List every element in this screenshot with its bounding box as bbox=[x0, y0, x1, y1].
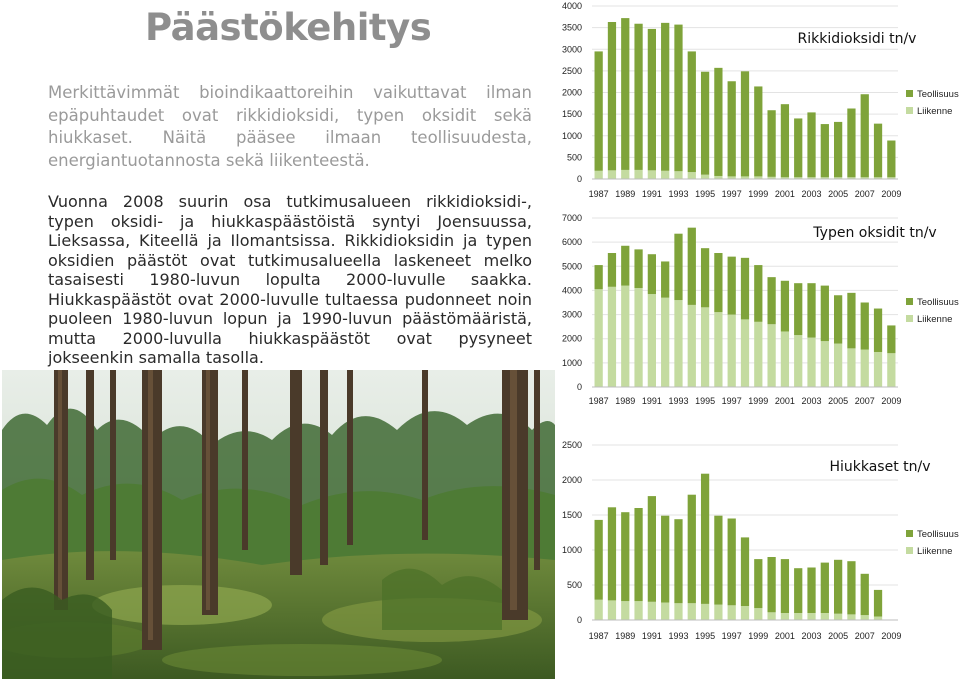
bar-teollisuus-1987 bbox=[595, 265, 603, 289]
bar-liikenne-2002 bbox=[794, 335, 802, 387]
bar-teollisuus-2003 bbox=[807, 568, 815, 614]
bar-teollisuus-2008 bbox=[874, 309, 882, 352]
y-tick-label: 5000 bbox=[561, 261, 582, 272]
legend-swatch-teollisuus bbox=[906, 530, 913, 537]
x-tick-label: 1991 bbox=[641, 189, 662, 199]
x-tick-label: 1987 bbox=[588, 631, 609, 641]
bar-teollisuus-1990 bbox=[634, 24, 642, 170]
bar-teollisuus-1999 bbox=[754, 559, 762, 608]
bar-liikenne-1995 bbox=[701, 307, 709, 387]
intro-paragraph: Merkittävimmät bioindikaattoreihin vaikuttavat ilman epäpuhtaudet ovat rikkidioksidi, typen oksidit sekä hiukkaset. Näitä pääsee ilmaan teollisuudesta, energiantuotannosta sekä liikenteestä. bbox=[48, 83, 532, 170]
x-tick-label: 1997 bbox=[721, 631, 742, 641]
bar-teollisuus-1999 bbox=[754, 265, 762, 322]
bar-liikenne-2003 bbox=[807, 613, 815, 620]
bar-liikenne-2006 bbox=[847, 614, 855, 620]
bar-teollisuus-2002 bbox=[794, 283, 802, 335]
bar-liikenne-1992 bbox=[661, 603, 669, 621]
bar-liikenne-1995 bbox=[701, 175, 709, 179]
bar-liikenne-2008 bbox=[874, 617, 882, 621]
y-tick-label: 1000 bbox=[561, 545, 582, 555]
bar-liikenne-2004 bbox=[821, 613, 829, 620]
y-tick-label: 2000 bbox=[561, 87, 582, 98]
bar-liikenne-1998 bbox=[741, 319, 749, 387]
bar-teollisuus-1995 bbox=[701, 474, 709, 604]
x-tick-label: 1993 bbox=[668, 396, 689, 406]
y-tick-label: 6000 bbox=[561, 237, 582, 248]
chart-bars bbox=[595, 228, 896, 387]
legend-label-teollisuus: Teollisuus bbox=[917, 529, 959, 540]
x-tick-label: 2003 bbox=[801, 631, 822, 641]
x-tick-label: 1989 bbox=[615, 189, 636, 199]
bar-liikenne-1995 bbox=[701, 604, 709, 620]
legend-swatch-teollisuus bbox=[906, 90, 913, 97]
chart-title: Rikkidioksidi tn/v bbox=[797, 31, 917, 47]
bar-liikenne-1993 bbox=[674, 300, 682, 387]
y-tick-label: 2000 bbox=[561, 475, 582, 485]
bar-teollisuus-2000 bbox=[767, 277, 775, 324]
bar-liikenne-2005 bbox=[834, 614, 842, 620]
bar-liikenne-1987 bbox=[595, 289, 603, 387]
legend-swatch-teollisuus bbox=[906, 298, 913, 305]
bar-liikenne-2005 bbox=[834, 344, 842, 387]
bar-teollisuus-2006 bbox=[847, 293, 855, 349]
x-tick-label: 1987 bbox=[588, 396, 609, 406]
bar-liikenne-1991 bbox=[648, 294, 656, 387]
bar-liikenne-1999 bbox=[754, 322, 762, 387]
bar-teollisuus-2005 bbox=[834, 122, 842, 177]
bar-liikenne-1988 bbox=[608, 287, 616, 387]
bar-teollisuus-1999 bbox=[754, 86, 762, 176]
bar-teollisuus-2008 bbox=[874, 590, 882, 617]
bar-liikenne-2002 bbox=[794, 613, 802, 620]
x-tick-label: 2005 bbox=[828, 189, 849, 199]
y-tick-label: 3500 bbox=[561, 22, 582, 33]
bar-teollisuus-2009 bbox=[887, 325, 895, 353]
x-tick-label: 2009 bbox=[881, 396, 902, 406]
bar-teollisuus-1989 bbox=[621, 18, 629, 170]
bar-teollisuus-2006 bbox=[847, 109, 855, 178]
chart-title: Typen oksidit tn/v bbox=[813, 225, 937, 241]
bar-liikenne-1996 bbox=[714, 312, 722, 387]
bar-liikenne-2004 bbox=[821, 341, 829, 387]
particulates-chart bbox=[555, 437, 960, 652]
bar-liikenne-1993 bbox=[674, 603, 682, 620]
y-tick-label: 4000 bbox=[561, 1, 582, 11]
bar-teollisuus-1989 bbox=[621, 246, 629, 286]
bar-teollisuus-1998 bbox=[741, 71, 749, 176]
bar-teollisuus-1997 bbox=[728, 81, 736, 176]
y-tick-label: 0 bbox=[576, 174, 582, 184]
x-tick-label: 2005 bbox=[828, 396, 849, 406]
bar-teollisuus-2003 bbox=[807, 283, 815, 337]
y-tick-label: 500 bbox=[566, 580, 582, 590]
x-tick-label: 1989 bbox=[615, 631, 636, 641]
bar-teollisuus-2004 bbox=[821, 124, 829, 177]
bar-teollisuus-2003 bbox=[807, 112, 815, 177]
x-tick-label: 1995 bbox=[695, 631, 716, 641]
bar-liikenne-1997 bbox=[728, 315, 736, 387]
bar-liikenne-1990 bbox=[634, 170, 642, 179]
bar-liikenne-1989 bbox=[621, 286, 629, 387]
bar-teollisuus-2001 bbox=[781, 281, 789, 332]
bar-teollisuus-1992 bbox=[661, 516, 669, 603]
bar-teollisuus-2004 bbox=[821, 563, 829, 613]
bar-liikenne-1992 bbox=[661, 171, 669, 179]
bar-teollisuus-1990 bbox=[634, 249, 642, 288]
bar-liikenne-1996 bbox=[714, 605, 722, 620]
page-title: Päästökehitys bbox=[145, 6, 432, 49]
bar-liikenne-2008 bbox=[874, 352, 882, 387]
nitrogen-oxides-chart bbox=[555, 207, 960, 412]
y-tick-label: 1500 bbox=[561, 109, 582, 120]
bar-liikenne-1988 bbox=[608, 600, 616, 620]
legend-swatch-liikenne bbox=[906, 315, 913, 322]
forest-photo bbox=[2, 370, 555, 679]
x-tick-label: 2007 bbox=[854, 631, 875, 641]
bar-liikenne-2001 bbox=[781, 331, 789, 387]
y-tick-label: 0 bbox=[576, 615, 582, 625]
x-tick-label: 1999 bbox=[748, 189, 769, 199]
chart-legend bbox=[906, 89, 959, 117]
bar-liikenne-2009 bbox=[887, 353, 895, 387]
chart-legend bbox=[906, 529, 959, 557]
y-tick-label: 7000 bbox=[561, 213, 582, 223]
bar-teollisuus-1993 bbox=[674, 25, 682, 172]
bar-teollisuus-1991 bbox=[648, 29, 656, 170]
legend-swatch-liikenne bbox=[906, 107, 913, 114]
bar-teollisuus-2001 bbox=[781, 559, 789, 613]
x-tick-label: 1999 bbox=[748, 396, 769, 406]
bar-liikenne-1999 bbox=[754, 608, 762, 620]
summary-paragraph: Vuonna 2008 suurin osa tutkimusalueen rikkidioksidi-, typen oksidi- ja hiukkaspäästöistä syntyi Joensuussa, Lieksassa, Kiteellä ja Ilomantsissa. Rikkidioksidin ja typen oksidien päästöt ovat tutkimusalueella laskeneet melko tasaisesti 1980-luvun lopulta 2000-luvulle saakka. Hiukkaspäästöt ovat 2000-luvulle tultaessa pudonneet noin puoleen 1980-luvun lopun ja 1990-luvun päästömääristä, mutta 2000-luvulla hiukkaspäästöt ovat pysyneet jokseenkin samalla tasolla. bbox=[48, 192, 532, 367]
y-tick-label: 3000 bbox=[561, 309, 582, 320]
bar-liikenne-1994 bbox=[688, 603, 696, 620]
y-tick-label: 2000 bbox=[561, 333, 582, 344]
legend-label-liikenne: Liikenne bbox=[917, 106, 953, 117]
bar-teollisuus-1998 bbox=[741, 258, 749, 320]
x-tick-label: 1999 bbox=[748, 631, 769, 641]
legend-swatch-liikenne bbox=[906, 547, 913, 554]
bar-teollisuus-2008 bbox=[874, 124, 882, 178]
bar-teollisuus-1992 bbox=[661, 261, 669, 297]
bar-liikenne-1990 bbox=[634, 288, 642, 387]
bar-liikenne-2007 bbox=[861, 350, 869, 387]
bar-liikenne-1993 bbox=[674, 171, 682, 179]
y-tick-label: 1000 bbox=[561, 357, 582, 368]
bar-teollisuus-1996 bbox=[714, 253, 722, 312]
bar-teollisuus-1998 bbox=[741, 537, 749, 606]
bar-teollisuus-2002 bbox=[794, 118, 802, 177]
bar-teollisuus-1992 bbox=[661, 23, 669, 171]
bar-liikenne-1994 bbox=[688, 172, 696, 179]
x-tick-label: 2003 bbox=[801, 396, 822, 406]
bar-liikenne-1989 bbox=[621, 601, 629, 620]
bar-liikenne-2000 bbox=[767, 612, 775, 620]
bar-liikenne-1991 bbox=[648, 602, 656, 620]
bar-liikenne-1989 bbox=[621, 170, 629, 179]
chart-title: Hiukkaset tn/v bbox=[829, 459, 931, 475]
bar-liikenne-2006 bbox=[847, 348, 855, 387]
bar-liikenne-2003 bbox=[807, 338, 815, 387]
bar-teollisuus-2007 bbox=[861, 303, 869, 350]
bar-teollisuus-1994 bbox=[688, 228, 696, 305]
x-tick-label: 1993 bbox=[668, 631, 689, 641]
x-tick-label: 2001 bbox=[774, 189, 795, 199]
bar-teollisuus-1989 bbox=[621, 512, 629, 601]
bar-teollisuus-1987 bbox=[595, 520, 603, 600]
bar-teollisuus-1994 bbox=[688, 51, 696, 172]
bar-teollisuus-1995 bbox=[701, 248, 709, 307]
x-tick-label: 1993 bbox=[668, 189, 689, 199]
bar-liikenne-1988 bbox=[608, 170, 616, 179]
x-tick-label: 1995 bbox=[695, 189, 716, 199]
x-tick-label: 1997 bbox=[721, 396, 742, 406]
x-tick-label: 2003 bbox=[801, 189, 822, 199]
x-tick-label: 1989 bbox=[615, 396, 636, 406]
x-tick-label: 1991 bbox=[641, 631, 662, 641]
y-tick-label: 3000 bbox=[561, 44, 582, 55]
x-tick-label: 1997 bbox=[721, 189, 742, 199]
bar-teollisuus-1988 bbox=[608, 253, 616, 287]
y-tick-label: 4000 bbox=[561, 285, 582, 296]
bar-liikenne-1992 bbox=[661, 298, 669, 387]
bar-liikenne-2007 bbox=[861, 615, 869, 620]
bar-liikenne-1998 bbox=[741, 606, 749, 620]
x-tick-label: 1987 bbox=[588, 189, 609, 199]
bar-teollisuus-2002 bbox=[794, 568, 802, 613]
bar-teollisuus-2004 bbox=[821, 286, 829, 342]
bar-teollisuus-2001 bbox=[781, 104, 789, 177]
bar-liikenne-2001 bbox=[781, 613, 789, 620]
legend-label-liikenne: Liikenne bbox=[917, 314, 953, 325]
chart-bars bbox=[595, 474, 883, 620]
bar-teollisuus-2007 bbox=[861, 574, 869, 615]
x-tick-label: 1995 bbox=[695, 396, 716, 406]
bar-teollisuus-1993 bbox=[674, 519, 682, 603]
bar-teollisuus-1995 bbox=[701, 72, 709, 175]
legend-label-teollisuus: Teollisuus bbox=[917, 89, 959, 100]
bar-teollisuus-1987 bbox=[595, 51, 603, 170]
y-tick-label: 1500 bbox=[561, 510, 582, 520]
x-tick-label: 2009 bbox=[881, 189, 902, 199]
bar-teollisuus-1988 bbox=[608, 22, 616, 170]
x-tick-label: 2001 bbox=[774, 396, 795, 406]
bar-teollisuus-1990 bbox=[634, 508, 642, 601]
x-tick-label: 2007 bbox=[854, 396, 875, 406]
x-tick-label: 1991 bbox=[641, 396, 662, 406]
x-tick-label: 2001 bbox=[774, 631, 795, 641]
bar-teollisuus-2000 bbox=[767, 110, 775, 177]
bar-liikenne-1987 bbox=[595, 171, 603, 179]
bar-teollisuus-1997 bbox=[728, 519, 736, 606]
bar-teollisuus-2009 bbox=[887, 141, 895, 178]
bar-teollisuus-1988 bbox=[608, 507, 616, 600]
bar-teollisuus-2006 bbox=[847, 561, 855, 614]
x-tick-label: 2007 bbox=[854, 189, 875, 199]
bar-teollisuus-1991 bbox=[648, 496, 656, 602]
bar-liikenne-1991 bbox=[648, 170, 656, 179]
bar-teollisuus-1996 bbox=[714, 68, 722, 176]
legend-label-teollisuus: Teollisuus bbox=[917, 297, 959, 308]
x-tick-label: 2009 bbox=[881, 631, 902, 641]
y-tick-label: 1000 bbox=[561, 130, 582, 141]
bar-liikenne-1994 bbox=[688, 305, 696, 387]
bar-teollisuus-1991 bbox=[648, 254, 656, 294]
bar-teollisuus-1994 bbox=[688, 495, 696, 604]
bar-teollisuus-2005 bbox=[834, 295, 842, 343]
bar-liikenne-1987 bbox=[595, 600, 603, 620]
bar-teollisuus-1996 bbox=[714, 516, 722, 605]
bar-liikenne-1990 bbox=[634, 601, 642, 620]
bar-teollisuus-1993 bbox=[674, 234, 682, 300]
y-tick-label: 500 bbox=[566, 152, 582, 163]
legend-label-liikenne: Liikenne bbox=[917, 546, 953, 557]
bar-teollisuus-2005 bbox=[834, 560, 842, 614]
bar-teollisuus-2000 bbox=[767, 557, 775, 612]
y-tick-label: 2500 bbox=[561, 65, 582, 76]
y-tick-label: 2500 bbox=[561, 440, 582, 450]
bar-teollisuus-2007 bbox=[861, 94, 869, 177]
bar-liikenne-1997 bbox=[728, 605, 736, 620]
y-tick-label: 0 bbox=[576, 382, 582, 392]
sulfur-dioxide-chart bbox=[555, 0, 960, 200]
bar-teollisuus-1997 bbox=[728, 257, 736, 315]
x-tick-label: 2005 bbox=[828, 631, 849, 641]
chart-legend bbox=[906, 297, 959, 325]
bar-liikenne-2000 bbox=[767, 324, 775, 387]
